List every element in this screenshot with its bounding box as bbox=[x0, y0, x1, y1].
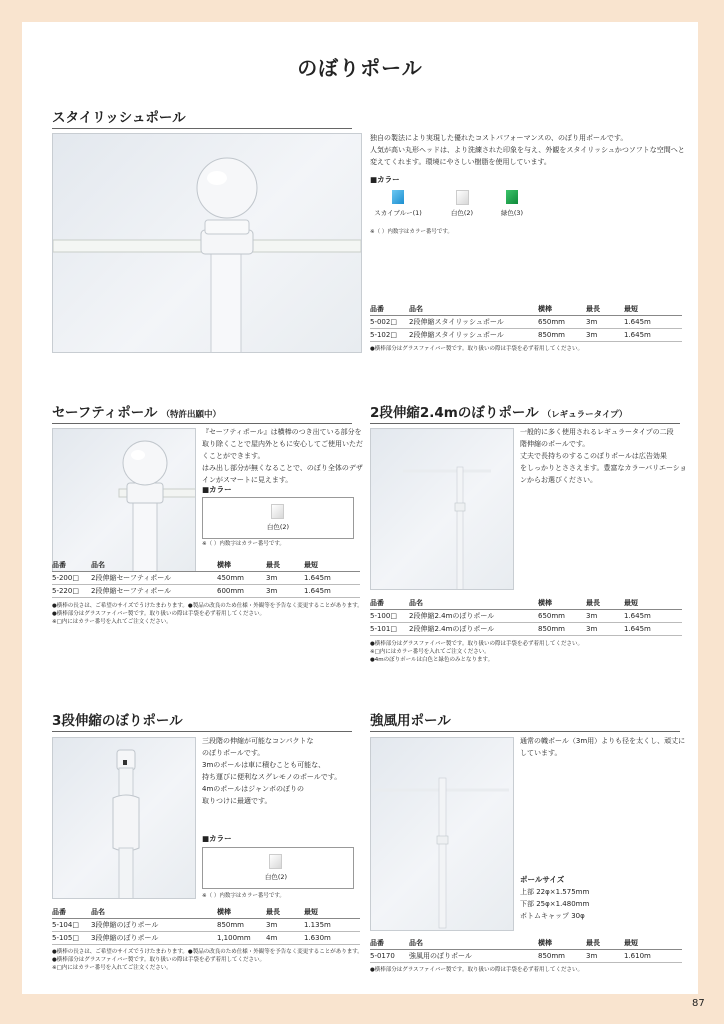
safety-notes: ●横棒の長さは、ご希望のサイズでうけたまわります。●製品の改良のため仕様・外観等を予告なく変更することがあります。 ●横棒部分はグラスファイバー製です。取り扱いの際は手袋を必ず着用してください。 ※□内にはカラー番号を入れてご注文ください。 bbox=[52, 603, 363, 625]
stylish-notes: ●横棒部分はグラスファイバー製です。取り扱いの際は手袋を必ず着用してください。 bbox=[370, 346, 583, 352]
swatch-white bbox=[269, 854, 282, 869]
safety-pole-photo bbox=[52, 428, 196, 572]
col-header: 最短 bbox=[624, 302, 682, 316]
col-header: 最長 bbox=[266, 905, 304, 919]
safety-spec-table bbox=[52, 558, 360, 598]
page-title: のぼりポール bbox=[297, 56, 423, 80]
regular-description: 一般的に多く使用されるレギュラータイプの二段 階伸縮のポールです。 丈夫で長持ちのするこのぼりポールは広告効果 をしっかりとささえます。豊富なカラーバリエーショ ンからお選びください。 bbox=[520, 428, 687, 484]
strong-wind-description: 通常の幟ポール（3m用）よりも径を太くし、頑丈に しています。 bbox=[520, 737, 686, 757]
strong-wind-size-label: ポールサイズ bbox=[520, 875, 565, 884]
table-row: 5-102□ 2段伸縮スタイリッシュポール 850mm 3m 1.645m bbox=[370, 329, 682, 342]
col-header: 品名 bbox=[91, 905, 217, 919]
safety-pole-illustration bbox=[53, 429, 195, 571]
strong-wind-pole-photo bbox=[370, 737, 514, 931]
swatch-label: 白色(2) bbox=[264, 873, 288, 881]
three-stage-pole-photo bbox=[52, 737, 196, 899]
col-header: 品番 bbox=[52, 905, 91, 919]
swatch-green bbox=[506, 190, 518, 204]
three-stage-color-box bbox=[202, 847, 354, 889]
safety-color-box bbox=[202, 497, 354, 539]
section-heading-strong-wind: 強風用ポール bbox=[370, 709, 680, 732]
page-number: 87 bbox=[692, 998, 705, 1009]
table-header-row bbox=[370, 302, 682, 316]
table-row: 5-104□ 3段伸縮のぼりポール 850mm 3m 1.135m bbox=[52, 919, 360, 932]
col-header: 最短 bbox=[624, 936, 682, 950]
col-header: 品名 bbox=[91, 558, 217, 572]
col-header: 品番 bbox=[52, 558, 91, 572]
col-header: 横棒 bbox=[538, 936, 586, 950]
section-heading-regular: 2段伸縮2.4mのぼりポール （レギュラータイプ） bbox=[370, 401, 680, 424]
table-row: 5-100□ 2段伸縮2.4mのぼりポール 650mm 3m 1.645m bbox=[370, 610, 682, 623]
col-header: 品番 bbox=[370, 596, 409, 610]
col-header: 最短 bbox=[624, 596, 682, 610]
three-stage-color-note: ※（ ）内数字はカラー番号です。 bbox=[202, 893, 285, 899]
table-row: 5-105□ 3段伸縮のぼりポール 1,100mm 4m 1.630m bbox=[52, 932, 360, 945]
stylish-pole-illustration bbox=[53, 134, 361, 352]
col-header: 最長 bbox=[266, 558, 304, 572]
table-row: 5-220□ 2段伸縮セーフティポール 600mm 3m 1.645m bbox=[52, 585, 360, 598]
stylish-swatches bbox=[370, 186, 690, 226]
swatch-label: 白色(2) bbox=[450, 209, 474, 217]
stylish-description: 独自の製法により実現した優れたコストパフォーマンスの、のぼり用ポールです。 人気が高い丸形ヘッドは、より洗練された印象を与え、外観をスタイリッシュかつソフトな空間へと 変えてくれます。環境にやさしい樹脂を使用しています。 bbox=[370, 134, 685, 166]
strong-wind-pole-illustration bbox=[371, 738, 513, 930]
col-header: 品名 bbox=[409, 936, 538, 950]
regular-pole-photo bbox=[370, 428, 514, 590]
swatch-white bbox=[456, 190, 469, 205]
safety-description: 『セーフティポール』は横棒のつき出ている部分を 取り除くことで屋内外ともに安心してご使用いただ くことができます。 はみ出し部分が無くなることで、のぼり全体のデザ インがスマートに見えます。 bbox=[202, 428, 363, 484]
col-header: 横棒 bbox=[217, 558, 266, 572]
strong-wind-sizes: 上部 22φ×1.575mm 下部 25φ×1.480mm ボトムキャップ 30φ bbox=[520, 888, 590, 920]
col-header: 最短 bbox=[304, 905, 360, 919]
stylish-color-note: ※（ ）内数字はカラー番号です。 bbox=[370, 229, 453, 235]
section-heading-stylish: スタイリッシュポール bbox=[52, 106, 352, 129]
table-header-row bbox=[52, 905, 360, 919]
regular-notes: ●横棒部分はグラスファイバー製です。取り扱いの際は手袋を必ず着用してください。 ※□内にはカラー番号を入れてご注文ください。 ●4mのぼりポールは白色と緑色のみとなります。 bbox=[370, 641, 583, 663]
swatch-sky-blue bbox=[392, 190, 404, 204]
col-header: 最長 bbox=[586, 596, 624, 610]
col-header: 品番 bbox=[370, 936, 409, 950]
safety-color-label: ■カラー bbox=[202, 485, 232, 494]
col-header: 品番 bbox=[370, 302, 409, 316]
col-header: 横棒 bbox=[538, 302, 586, 316]
col-header: 最短 bbox=[304, 558, 360, 572]
regular-pole-illustration bbox=[371, 429, 513, 589]
stylish-pole-photo bbox=[52, 133, 362, 353]
safety-color-note: ※（ ）内数字はカラー番号です。 bbox=[202, 541, 285, 547]
table-row: 5-0170 強風用のぼりポール 850mm 3m 1.610m bbox=[370, 950, 682, 963]
catalog-page bbox=[22, 22, 698, 994]
swatch-label: 白色(2) bbox=[266, 523, 290, 531]
col-header: 横棒 bbox=[217, 905, 266, 919]
table-header-row bbox=[370, 936, 682, 950]
table-row: 5-002□ 2段伸縮スタイリッシュポール 650mm 3m 1.645m bbox=[370, 316, 682, 329]
stylish-color-label: ■カラー bbox=[370, 175, 400, 184]
col-header: 品名 bbox=[409, 302, 538, 316]
stylish-spec-table bbox=[370, 302, 682, 342]
three-stage-spec-table bbox=[52, 905, 360, 945]
swatch-white bbox=[271, 504, 284, 519]
col-header: 横棒 bbox=[538, 596, 586, 610]
three-stage-notes: ●横棒の長さは、ご希望のサイズでうけたまわります。●製品の改良のため仕様・外観等を予告なく変更することがあります。 ●横棒部分はグラスファイバー製です。取り扱いの際は手袋を必ず着用してください。 ※□内にはカラー番号を入れてご注文ください。 bbox=[52, 949, 363, 971]
col-header: 最長 bbox=[586, 302, 624, 316]
table-header-row bbox=[370, 596, 682, 610]
table-header-row bbox=[52, 558, 360, 572]
section-heading-safety: セーフティポール （特許出願中） bbox=[52, 401, 352, 424]
strong-wind-spec-table bbox=[370, 936, 682, 963]
swatch-label: 緑色(3) bbox=[500, 209, 524, 217]
table-row: 5-101□ 2段伸縮2.4mのぼりポール 850mm 3m 1.645m bbox=[370, 623, 682, 636]
strong-wind-notes: ●横棒部分はグラスファイバー製です。取り扱いの際は手袋を必ず着用してください。 bbox=[370, 967, 583, 973]
regular-spec-table bbox=[370, 596, 682, 636]
swatch-label: スカイブルー(1) bbox=[374, 209, 422, 217]
section-heading-three-stage: 3段伸縮のぼりポール bbox=[52, 709, 352, 732]
col-header: 最長 bbox=[586, 936, 624, 950]
three-stage-description: 三段階の伸縮が可能なコンパクトな のぼりポールです。 3mのポールは車に積むことも可能な、 持ち運びに便利なスグレモノのポールです。 4mのポールはジャンボのぼりの 取りつけに最適です。 bbox=[202, 737, 342, 805]
table-row: 5-200□ 2段伸縮セーフティポール 450mm 3m 1.645m bbox=[52, 572, 360, 585]
col-header: 品名 bbox=[409, 596, 538, 610]
three-stage-color-label: ■カラー bbox=[202, 834, 232, 843]
three-stage-pole-illustration bbox=[53, 738, 195, 898]
